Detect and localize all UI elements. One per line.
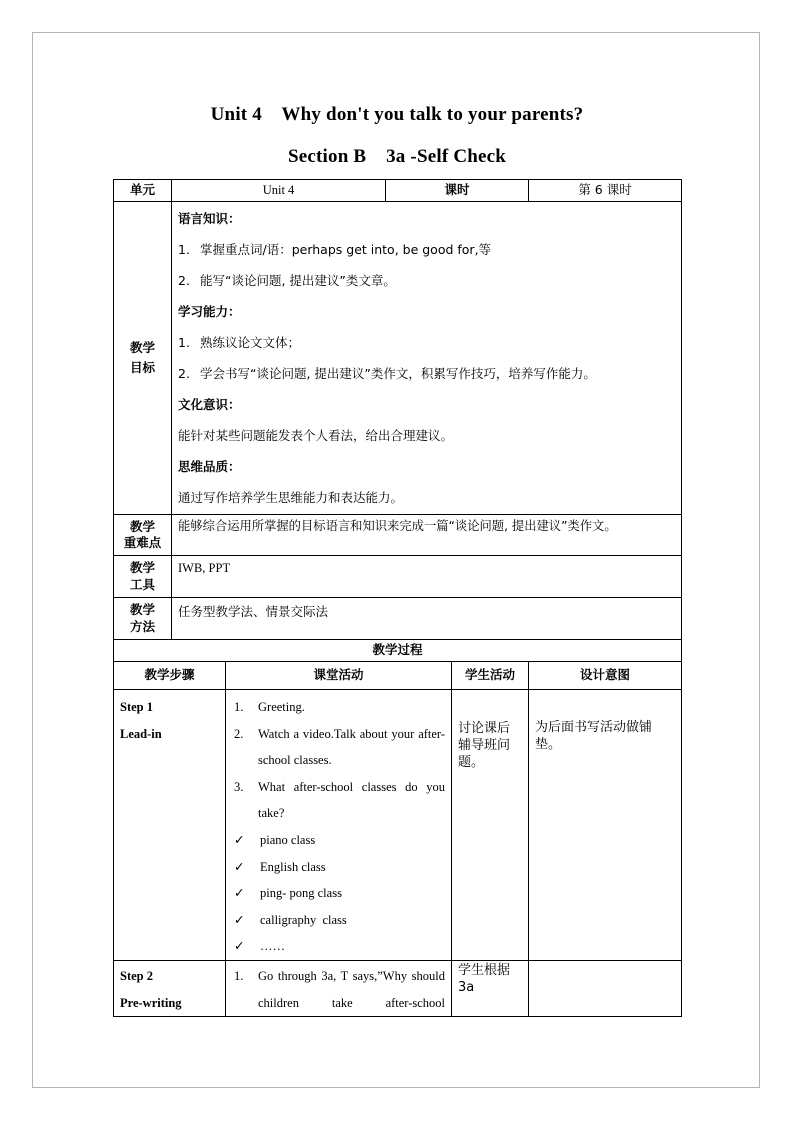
check-item-text: English class: [260, 859, 326, 874]
step2-student-activity: 学生根据 3a: [452, 960, 529, 1016]
methods-text: 任务型教学法、情景交际法: [172, 598, 682, 640]
step2-design-intent: [529, 960, 682, 1016]
step1-number: Step 1: [120, 700, 153, 714]
item-text: 能写“谈论问题, 提出建议”类文章。: [200, 273, 396, 288]
step2-number: Step 2: [120, 968, 153, 983]
key-points-label: [114, 515, 172, 556]
objectives-label-line2: 目标: [129, 360, 155, 375]
unit-label: 单元: [114, 180, 172, 202]
ability-item-1: [178, 327, 675, 358]
tools-label-line1: 教学: [129, 560, 155, 576]
check-icon: ✓: [234, 912, 245, 927]
period-label: 课时: [386, 180, 529, 202]
cultural-awareness-heading: 文化意识：: [178, 397, 241, 412]
item-text: 熟练议论文文体；: [200, 335, 301, 350]
objectives-row: [114, 202, 682, 515]
methods-label-line1: 教学: [129, 602, 155, 618]
activity-number: 1.: [234, 968, 244, 983]
document-title: Unit 4 Why don't you talk to your parents?: [210, 104, 584, 125]
step1-check-4: [234, 907, 445, 934]
check-item-text: ……: [260, 939, 285, 954]
step2-row: [114, 960, 682, 1016]
step1-activity-2: [234, 721, 445, 774]
item-number: 1.: [178, 335, 190, 350]
check-item-text: ping- pong class: [260, 886, 342, 901]
document-subtitle: Section B 3a -Self Check: [287, 146, 507, 167]
language-item-1: [178, 234, 675, 265]
check-icon: ✓: [234, 832, 245, 847]
methods-label: [114, 598, 172, 640]
step1-activity-3: [234, 774, 445, 827]
col-student-activities: 学生活动: [452, 662, 529, 690]
activity-number: 2.: [234, 726, 244, 741]
ability-item-2: [178, 358, 675, 389]
language-item-2: [178, 265, 675, 296]
step1-design-intent: 为后面书写活动做铺垫。: [529, 690, 682, 961]
activity-text: Greeting.: [258, 700, 305, 714]
step1-step-cell: [114, 690, 226, 961]
unit-value: Unit 4: [172, 180, 386, 202]
activity-text: Go through 3a, T says,”Why should children take after-school: [258, 968, 446, 1010]
tools-row: [114, 556, 682, 598]
thinking-quality-text: 通过写作培养学生思维能力和表达能力。: [178, 490, 404, 505]
activity-number: 1.: [234, 700, 244, 714]
methods-label-line2: 方法: [129, 618, 155, 634]
check-icon: ✓: [234, 859, 245, 874]
step1-activities: [226, 690, 452, 961]
step1-student-activity: 讨论课后辅导班问题。: [452, 690, 529, 961]
activity-text: Watch a video.Talk about your after-school classes.: [258, 726, 446, 768]
tools-label: [114, 556, 172, 598]
period-value: 第 6 课时: [529, 180, 682, 202]
process-heading-row: [114, 640, 682, 662]
info-row: [114, 180, 682, 202]
process-columns-row: [114, 662, 682, 690]
key-points-row: [114, 515, 682, 556]
col-teaching-steps: 教学步骤: [114, 662, 226, 690]
learning-ability-heading: 学习能力：: [178, 304, 241, 319]
step1-check-2: [234, 854, 445, 881]
activity-text: What after-school classes do you take?: [258, 779, 446, 821]
step2-activities: [226, 960, 452, 1016]
step2-step-cell: [114, 960, 226, 1016]
lesson-plan-table: [113, 179, 682, 1017]
step2-activity-1: [234, 963, 445, 1016]
objectives-label: [114, 202, 172, 515]
item-number: 2.: [178, 273, 190, 288]
step1-check-5: [234, 933, 445, 960]
thinking-quality-heading: 思维品质：: [178, 459, 241, 474]
step1-name: Lead-in: [120, 726, 162, 741]
activity-number: 3.: [234, 779, 244, 794]
language-knowledge-heading: 语言知识：: [178, 211, 241, 226]
check-icon: ✓: [234, 886, 245, 901]
step1-check-1: [234, 827, 445, 854]
key-points-text: 能够综合运用所掌握的目标语言和知识来完成一篇“谈论问题, 提出建议”类作文。: [172, 515, 682, 556]
tools-label-line2: 工具: [129, 576, 155, 592]
step1-row: [114, 690, 682, 961]
key-points-label-line1: 教学: [129, 518, 155, 534]
check-item-text: piano class: [260, 832, 316, 847]
methods-row: [114, 598, 682, 640]
item-number: 1.: [178, 242, 190, 257]
item-number: 2.: [178, 366, 190, 381]
col-class-activities: 课堂活动: [226, 662, 452, 690]
objectives-label-line1: 教学: [129, 339, 155, 355]
step2-name: Pre-writing: [120, 995, 182, 1010]
step1-activity-1: [234, 694, 445, 721]
key-points-label-line2: 重难点: [123, 535, 162, 550]
item-text: 学会书写“谈论问题, 提出建议”类作文，积累写作技巧，培养写作能力。: [200, 366, 596, 381]
col-design-intent: 设计意图: [529, 662, 682, 690]
step1-check-3: [234, 880, 445, 907]
objectives-content: [172, 202, 682, 515]
cultural-awareness-text: 能针对某些问题能发表个人看法，给出合理建议。: [178, 428, 454, 443]
process-heading: 教学过程: [114, 640, 682, 662]
tools-text: IWB, PPT: [172, 556, 682, 598]
check-icon: ✓: [234, 939, 245, 954]
item-text: 掌握重点词/语：perhaps get into, be good for,等: [200, 242, 492, 257]
check-item-text: calligraphy class: [260, 912, 347, 927]
